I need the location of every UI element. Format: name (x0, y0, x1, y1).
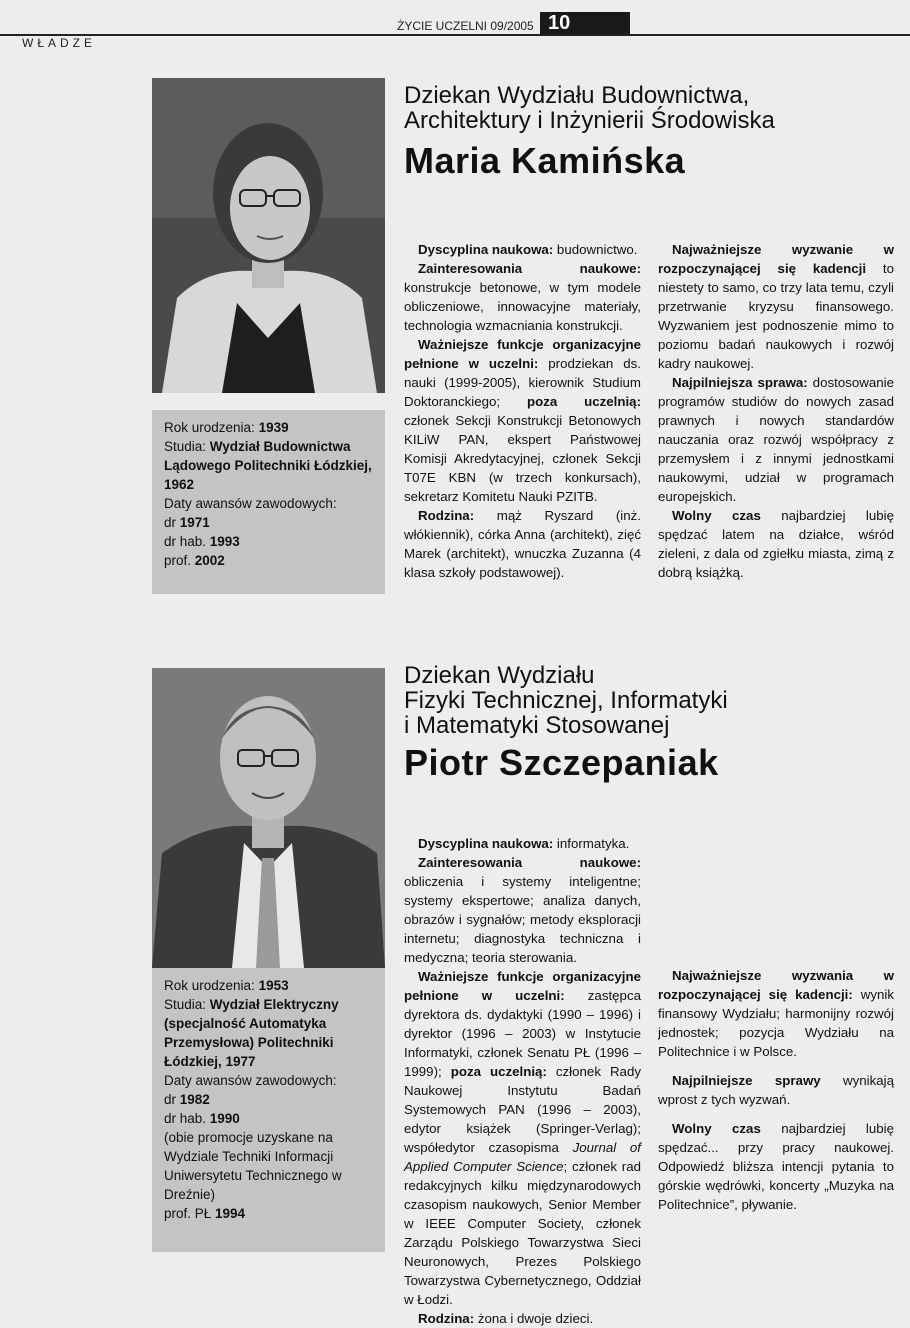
discipline-label: Dyscyplina naukowa: (418, 836, 554, 851)
text-column-dean1-left (404, 240, 641, 582)
outside-value: członek Rady Naukowej Instytutu Badań Systemowych PAN (1996 – 2003), edytor książek (Springer-Verlag); współedytor czasopisma (404, 1064, 641, 1155)
dr-label: dr (164, 1092, 180, 1107)
text-column-dean2-right (658, 966, 894, 1214)
portrait-illustration (152, 78, 385, 393)
office-title-dean2 (404, 663, 728, 738)
family-label: Rodzina: (418, 1311, 475, 1326)
dr-label: dr (164, 515, 180, 530)
urgent-label: Najpilniejsze sprawy (672, 1073, 821, 1088)
dr-row (164, 513, 375, 532)
journal-title: Journal of Applied Computer Science (404, 1140, 641, 1174)
office-line: Architektury i Inżynierii Środowiska (404, 107, 775, 134)
birth-year-row (164, 976, 375, 995)
discipline-label: Dyscyplina naukowa: (418, 242, 554, 257)
hab-year: 1993 (209, 534, 240, 549)
portrait-photo-piotr-szczepaniak (152, 668, 385, 968)
challenges-label: Najważniejsze wyzwania w rozpoczynającej się kadencji: (658, 968, 894, 1002)
section-label: WŁADZE (22, 36, 97, 50)
free-time-value: najbardziej lubię spędzać... przy pracy naukowej. Odpowiedź bliższa intencji pytania to górskie wędrówki, koncerty „Muzyka na Politechnice”, pływanie. (658, 1121, 894, 1212)
portrait-photo-maria-kaminska (152, 78, 385, 393)
degrees-label: Daty awansów zawodowych: (164, 496, 337, 511)
person-name-dean2: Piotr Szczepaniak (404, 742, 719, 783)
free-time-label: Wolny czas (672, 508, 761, 523)
challenge-label: Najważniejsze wyzwanie w rozpoczynającej się kadencji (658, 242, 894, 276)
interests-label: Zainteresowania naukowe: (418, 855, 641, 870)
portrait-illustration (152, 668, 385, 968)
office-line: Dziekan Wydziału Budownictwa, (404, 82, 750, 109)
prof-label: prof. (164, 553, 195, 568)
birth-label: Rok urodzenia: (164, 978, 259, 993)
prof-row (164, 1204, 375, 1223)
outside-value: członek Sekcji Konstrukcji Betonowych KILiW PAN, ekspert Państwowej Komisji Akredytacyjnej, członek Sekcji T07E KBN (w trzech konkursach), sekretarz Komitetu Nauki PZITB. (404, 413, 641, 504)
prof-row (164, 551, 375, 570)
interests-value: konstrukcje betonowe, w tym modele obliczeniowe, innowacyjne materiały, technologia wzmacniania konstrukcji. (404, 280, 641, 333)
hab-row (164, 1109, 375, 1128)
prof-year: 1994 (215, 1206, 246, 1221)
page-number: 10 (540, 12, 630, 34)
bio-box-maria-kaminska (152, 410, 385, 594)
degrees-label: Daty awansów zawodowych: (164, 1073, 337, 1088)
birth-year-row (164, 418, 375, 437)
office-line: Dziekan Wydziału (404, 662, 595, 689)
functions-label: Ważniejsze funkcje organizacyjne pełnione w uczelni: (404, 969, 641, 1003)
header-rule (0, 34, 910, 36)
family-value: mąż Ryszard (inż. włókiennik), córka Anna (architekt), zięć Marek (architekt), wnuczka Zuzanna (4 klasa szkoły podstawowej). (404, 508, 641, 580)
studies-value: Wydział Elektryczny (specjalność Automatyka Przemysłowa) Politechniki Łódzkiej, 1977 (164, 997, 339, 1069)
functions-label: Ważniejsze funkcje organizacyjne pełnione w uczelni: (404, 337, 641, 371)
hab-note: (obie promocje uzyskane na Wydziale Techniki Informacji Uniwersytetu Technicznego w Dreźnie) (164, 1130, 342, 1202)
outside-value-continued: ; członek rad redakcyjnych kilku międzynarodowych czasopism naukowych, Senior Member w IEEE Computer Society, członek Zarządu Polskiego Towarzystwa Sieci Neuronowych, Prezes Polskiego Towarzystwa Cybernetycznego, Oddział w Łodzi. (404, 1159, 642, 1307)
dr-row (164, 1090, 375, 1109)
functions-value: zastępca dyrektora ds. dydaktyki (1990 – 1996) i dyrektor (1996 – 2003) w Instytucie Informatyki, członek Senatu PŁ (1996 – 1999); (404, 988, 641, 1079)
discipline-value: informatyka. (553, 836, 630, 851)
urgent-value: dostosowanie programów studiów do nowych zasad prawnych i nowych standardów nauczania oraz rozwój współpracy z przemysłem i z innymi jednostkami naukowymi, udział w programach europejskich. (658, 375, 895, 504)
outside-label: poza uczelnią: (450, 1064, 547, 1079)
office-line: Fizyki Technicznej, Informatyki (404, 687, 728, 714)
interests-label: Zainteresowania naukowe: (418, 261, 641, 276)
discipline-value: budownictwo. (553, 242, 638, 257)
studies-row (164, 437, 375, 494)
hab-row (164, 532, 375, 551)
birth-year: 1939 (258, 420, 289, 435)
hab-year: 1990 (209, 1111, 240, 1126)
text-column-dean2-left (404, 834, 641, 1328)
studies-label: Studia: (164, 997, 210, 1012)
urgent-value: wynikają wprost z tych wyzwań. (658, 1073, 894, 1107)
dr-year: 1971 (179, 515, 210, 530)
person-name-dean1: Maria Kamińska (404, 140, 686, 181)
challenges-value: wynik finansowy Wydziału; harmonijny rozwój jednostek; pozycja Wydziału na Politechnice i w Polsce. (658, 987, 894, 1059)
free-time-label: Wolny czas (672, 1121, 761, 1136)
outside-label: poza uczelnią: (526, 394, 641, 409)
dr-year: 1982 (179, 1092, 210, 1107)
birth-year: 1953 (258, 978, 289, 993)
prof-label: prof. PŁ (164, 1206, 216, 1221)
hab-label: dr hab. (164, 534, 210, 549)
urgent-label: Najpilniejsza sprawa: (672, 375, 808, 390)
hab-label: dr hab. (164, 1111, 210, 1126)
birth-label: Rok urodzenia: (164, 420, 259, 435)
family-label: Rodzina: (418, 508, 475, 523)
office-title-dean1 (404, 83, 775, 133)
bio-box-piotr-szczepaniak (152, 968, 385, 1252)
free-time-value: najbardziej lubię spędzać latem na działce, wśród zieleni, z dala od zgiełku miasta, zimą z dobrą książką. (658, 508, 894, 580)
studies-label: Studia: (164, 439, 210, 454)
prof-year: 2002 (194, 553, 225, 568)
studies-row (164, 995, 375, 1071)
text-column-dean1-right (658, 240, 894, 582)
family-value: żona i dwoje dzieci. (474, 1311, 594, 1326)
office-line: i Matematyki Stosowanej (404, 712, 670, 739)
studies-value: Wydział Budownictwa Lądowego Politechniki Łódzkiej, 1962 (164, 439, 372, 492)
interests-value: obliczenia i systemy inteligentne; systemy ekspertowe; analiza danych, obrazów i sygnałów; metody eksploracji internetu; diagnostyka techniczna i medyczna; teoria sterowania. (404, 874, 641, 965)
challenge-value: to niestety to samo, co trzy lata temu, czyli przetrwanie kryzysu finansowego. Wyzwaniem jest podnoszenie mimo to poziomu badań naukowych i rozwój kadry naukowej. (658, 261, 894, 371)
functions-value: prodziekan ds. nauki (1999-2005), kierownik Studium Doktoranckiego; (404, 356, 641, 409)
masthead: ŻYCIE UCZELNI 09/2005 (397, 19, 534, 33)
